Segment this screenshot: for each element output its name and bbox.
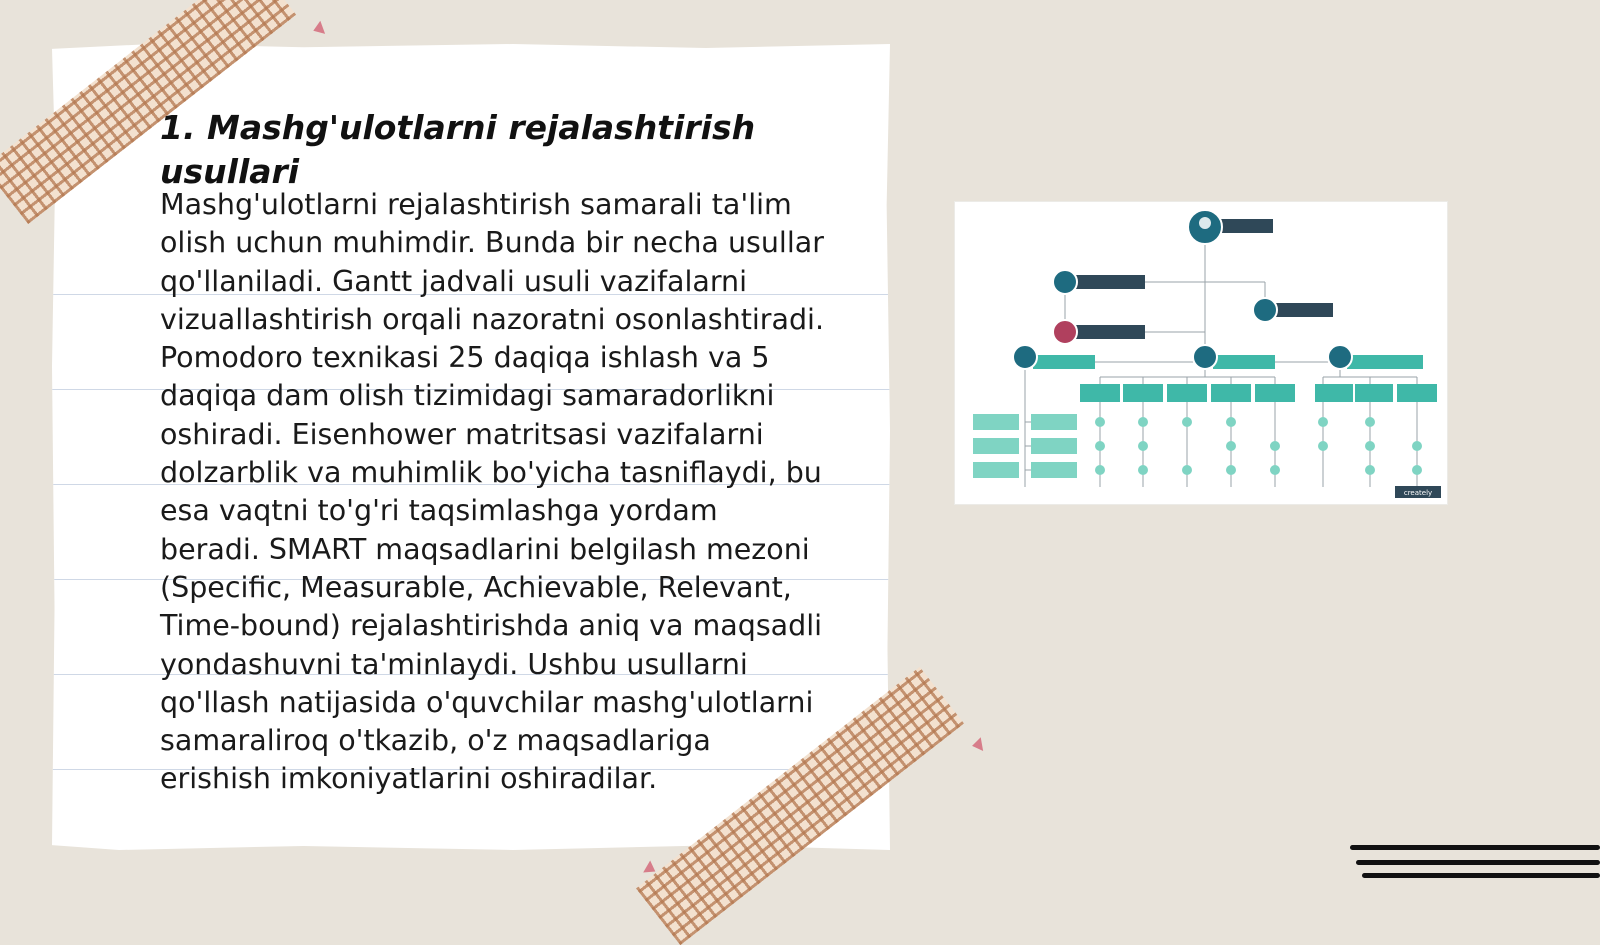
brush-stroke <box>1350 845 1600 850</box>
org-chart-graphic <box>955 202 1447 504</box>
creately-watermark: creately <box>1403 489 1433 497</box>
org-chart-image <box>955 202 1447 504</box>
brush-stroke <box>1356 860 1600 865</box>
tape-corner-accent <box>971 737 983 753</box>
brush-stroke <box>1362 873 1600 878</box>
slide-body-text: Mashg'ulotlarni rejalashtirish samarali ta'lim olish uchun muhimdir. Bunda bir necha usullar qo'llaniladi. Gantt jadvali usuli vazifalarni vizuallashtirish orqali nazoratni osonlashtiradi. Pomodoro texnikasi 25 daqiqa ishlash va 5 daqiqa dam olish tizimidagi samaradorlikni oshiradi. Eisenhower matritsasi vazifalarni dolzarblik va muhimlik bo'yicha tasniflaydi, bu esa vaqtni to'g'ri taqsimlashga yordam beradi. SMART maqsadlarini belgilash mezoni (Specific, Measurable, Achievable, Relevant, Time-bound) rejalashtirishda aniq va maqsadli yondashuvni ta'minlaydi. Ushbu usullarni qo'llash natijasida o'quvchilar mashg'ulotlarni samaraliroq o'tkazib, o'z maqsadlariga erishish imkoniyatlarini oshiradilar. <box>160 188 825 796</box>
slide-title: 1. Mashg'ulotlarni rejalashtirish usullari <box>160 108 756 191</box>
tape-corner-accent <box>311 21 325 38</box>
